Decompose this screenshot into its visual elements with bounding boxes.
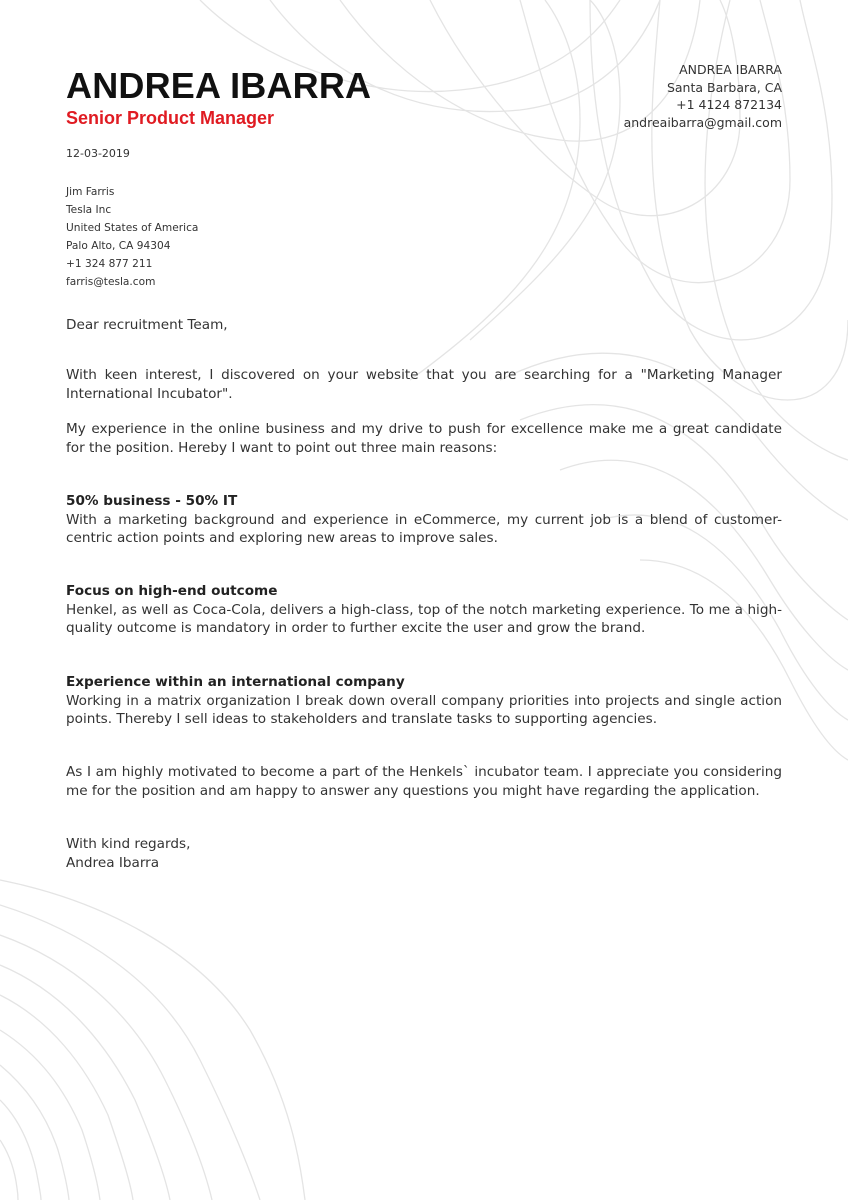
sender-email: andreaibarra@gmail.com <box>623 114 782 130</box>
recipient-country: United States of America <box>66 222 199 234</box>
letter-intro <box>66 366 782 403</box>
letter-greeting <box>66 316 782 335</box>
letter-sign-off <box>66 835 782 872</box>
reason-text: Henkel, as well as Coca-Cola, delivers a high-class, top of the notch marketing experience. To me a high-quality outcome is mandatory in order to further excite the user and grow the brand. <box>66 601 782 636</box>
recipient-address-block <box>66 183 198 291</box>
letter-date: 12-03-2019 <box>66 147 130 160</box>
reason-heading: 50% business - 50% IT <box>66 493 238 509</box>
recipient-city: Palo Alto, CA 94304 <box>66 240 171 252</box>
reason-heading: Focus on high-end outcome <box>66 583 278 599</box>
signature-name: Andrea Ibarra <box>66 854 160 871</box>
sign-off-text: With kind regards, <box>66 836 191 852</box>
recipient-company: Tesla Inc <box>66 204 112 216</box>
motivation-paragraph: My experience in the online business and my drive to push for excellence make me a great candidate for the position. Hereby I want to point out three main reasons: <box>66 421 782 456</box>
closing-paragraph: As I am highly motivated to become a part of the Henkels` incubator team. I appreciate you considering me for the position and am happy to answer any questions you might have regarding the application. <box>66 764 782 799</box>
reason-block <box>66 492 782 548</box>
greeting-text: Dear recruitment Team, <box>66 317 228 333</box>
reason-block <box>66 582 782 638</box>
recipient-phone: +1 324 877 211 <box>66 258 153 270</box>
applicant-job-title: Senior Product Manager <box>66 108 275 128</box>
applicant-name: ANDREA IBARRA <box>66 65 372 106</box>
sender-phone: +1 4124 872134 <box>676 97 782 112</box>
recipient-name: Jim Farris <box>66 186 115 198</box>
recipient-email: farris@tesla.com <box>66 276 156 288</box>
reason-text: Working in a matrix organization I break down overall company priorities into projects and single action points. Thereby I sell ideas to stakeholders and translate tasks to supporting agencies. <box>66 692 782 727</box>
reason-block <box>66 673 782 729</box>
reason-heading: Experience within an international company <box>66 674 405 690</box>
intro-paragraph: With keen interest, I discovered on your website that you are searching for a "Marketing Manager International Incubator". <box>66 367 782 402</box>
letter-motivation <box>66 420 782 457</box>
reason-text: With a marketing background and experience in eCommerce, my current job is a blend of customer-centric action points and exploring new areas to improve sales. <box>66 511 782 546</box>
sender-contact-block <box>624 61 782 131</box>
letter-closing <box>66 763 782 800</box>
sender-name: ANDREA IBARRA <box>679 62 782 77</box>
sender-location: Santa Barbara, CA <box>666 79 782 95</box>
